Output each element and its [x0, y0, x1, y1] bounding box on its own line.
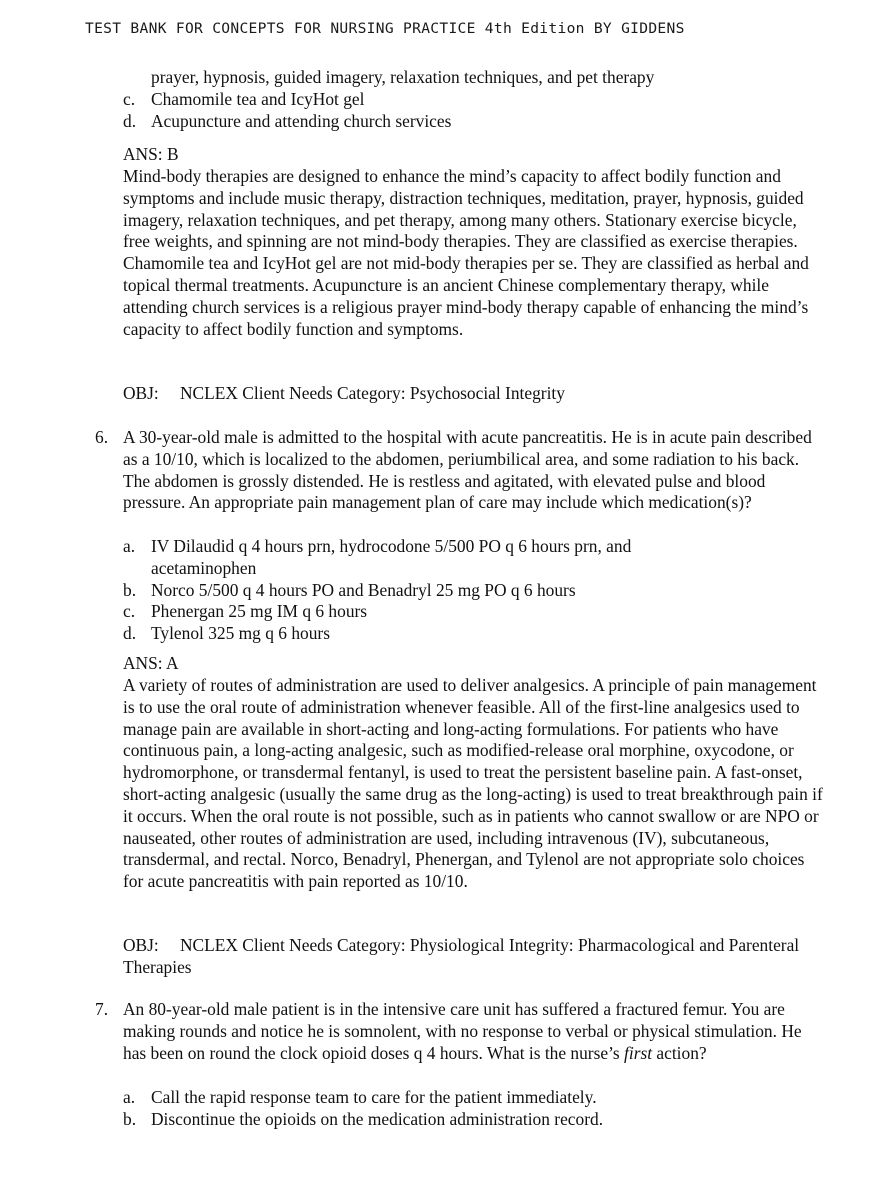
question-5-answer: ANS: B: [123, 144, 179, 164]
option-a: [123, 536, 683, 580]
option-d: [123, 623, 683, 645]
question-stem: A 30-year-old male is admitted to the hospital with acute pancreatitis. He is in acute pain described as a 10/10, which is localized to the abdomen, periumbilical area, and some radiation to his back. The abdomen is grossly distended. He is restless and agitated, with elevated pulse and blood pressure. An appropriate pain management plan of care may include which medication(s)?: [123, 427, 812, 513]
obj-text: NCLEX Client Needs Category: Psychosocial Integrity: [180, 383, 565, 403]
question-6-objective: [123, 935, 823, 979]
question-number: 6.: [95, 427, 109, 447]
question-6: [95, 427, 823, 514]
option-text: Acupuncture and attending church services: [151, 110, 452, 131]
option-c: [123, 601, 683, 623]
option-text: Call the rapid response team to care for the patient immediately.: [151, 1087, 597, 1107]
question-6-answer: ANS: A: [123, 653, 179, 673]
option-letter: c.: [123, 88, 136, 109]
option-b: [123, 1109, 823, 1131]
stem-emphasis: first: [624, 1042, 653, 1063]
option-letter: d.: [123, 110, 137, 131]
option-text: IV Dilaudid q 4 hours prn, hydrocodone 5/500 PO q 6 hours prn, and acetaminophen: [151, 536, 632, 578]
obj-label: OBJ:: [123, 383, 159, 403]
option-c: [123, 89, 823, 111]
option-text: Phenergan 25 mg IM q 6 hours: [151, 601, 368, 622]
page-header: TEST BANK FOR CONCEPTS FOR NURSING PRACTICE 4th Edition BY GIDDENS: [85, 20, 685, 37]
option-b: [123, 580, 683, 602]
question-6-options: [123, 536, 683, 645]
option-text: Tylenol 325 mg q 6 hours: [151, 623, 330, 644]
question-5-options: [123, 67, 823, 132]
option-letter: a.: [123, 1087, 136, 1107]
stem-text-end: action?: [652, 1042, 707, 1063]
option-letter: b.: [123, 1108, 137, 1129]
option-text: Chamomile tea and IcyHot gel: [151, 88, 365, 109]
option-text: Norco 5/500 q 4 hours PO and Benadryl 25 mg PO q 6 hours: [151, 579, 576, 600]
obj-text: NCLEX Client Needs Category: Physiological Integrity: Pharmacological and Parenteral Therapies: [123, 935, 800, 977]
option-letter: c.: [123, 601, 136, 622]
option-letter: d.: [123, 623, 137, 644]
stem-text: An 80-year-old male patient is in the intensive care unit has suffered a fractured femur. You are making rounds and notice he is somnolent, with no response to verbal or physical stimulation. He has been on round the clock opioid doses q 4 hours. What is the nurse’s: [123, 999, 802, 1063]
option-a: [123, 1087, 823, 1109]
question-7: [95, 999, 818, 1064]
question-5-rationale: Mind-body therapies are designed to enhance the mind’s capacity to affect bodily function and symptoms and include music therapy, distraction techniques, meditation, prayer, hypnosis, guided imagery, relaxation techniques, and pet therapy, among many others. Stationary exercise bicycle, free weights, and spinning are not mind-body therapies. They are classified as exercise therapies. Chamomile tea and IcyHot gel are not mid-body therapies per se. They are classified as herbal and topical thermal treatments. Acupuncture is an ancient Chinese complementary therapy, while attending church services is a religious prayer mind-body therapy capable of enhancing the mind’s capacity to affect bodily function and symptoms.: [123, 166, 809, 339]
question-7-options: [123, 1087, 823, 1131]
obj-label: OBJ:: [123, 935, 159, 955]
question-stem: [123, 999, 818, 1064]
option-b-continuation: prayer, hypnosis, guided imagery, relaxation techniques, and pet therapy: [151, 67, 655, 87]
option-letter: b.: [123, 579, 137, 600]
question-6-rationale: A variety of routes of administration are used to deliver analgesics. A principle of pain management is to use the oral route of administration whenever feasible. All of the first-line analgesics used to manage pain are available in short-acting and long-acting formulations. For patients who have continuous pain, a long-acting analgesic, such as modified-release oral morphine, oxycodone, or hydromorphone, or transdermal fentanyl, is used to treat the persistent baseline pain. A fast-onset, short-acting analgesic (usually the same drug as the long-acting) is used to treat breakthrough pain if it occurs. When the oral route is not possible, such as in patients who cannot swallow or are NPO or nauseated, other routes of administration are used, including intravenous (IV), subcutaneous, transdermal, and rectal. Norco, Benadryl, Phenergan, and Tylenol are not appropriate solo choices for acute pancreatitis with pain reported as 10/10.: [123, 675, 823, 892]
option-d: [123, 111, 823, 133]
option-text: Discontinue the opioids on the medication administration record.: [151, 1108, 604, 1129]
option-letter: a.: [123, 536, 136, 556]
question-number: 7.: [95, 999, 109, 1019]
question-5-objective: [123, 383, 823, 405]
